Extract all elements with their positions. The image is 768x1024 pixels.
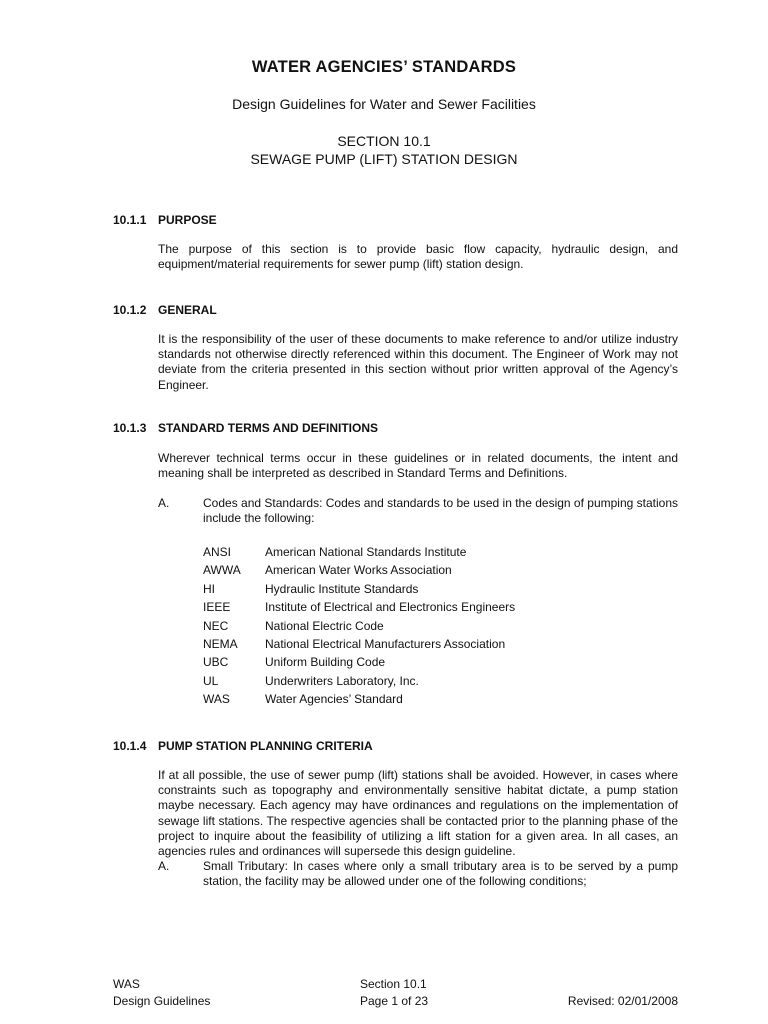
small-tributary-letter: A. — [158, 859, 170, 873]
abbreviation-row — [203, 690, 515, 708]
general-title: GENERAL — [158, 303, 217, 317]
abbreviation-row — [203, 580, 515, 598]
section-number: SECTION 10.1 — [337, 133, 431, 149]
purpose-heading — [113, 213, 217, 227]
abbreviation-name: National Electrical Manufacturers Association — [265, 637, 506, 652]
abbreviation-code: NEC — [203, 618, 229, 633]
terms-number: 10.1.3 — [113, 421, 147, 435]
planning-title: PUMP STATION PLANNING CRITERIA — [158, 739, 373, 753]
terms-paragraph: Wherever technical terms occur in these guidelines or in related documents, the intent and meaning shall be interpreted as described in Standard Terms and Definitions. — [158, 451, 678, 481]
footer-right — [568, 993, 678, 1010]
general-number: 10.1.2 — [113, 303, 147, 317]
abbreviation-name: National Electric Code — [265, 618, 384, 633]
abbreviation-code: UBC — [203, 655, 229, 670]
abbreviation-list — [203, 543, 515, 709]
abbreviation-row — [203, 598, 515, 616]
general-heading — [113, 303, 217, 317]
abbreviation-name: Uniform Building Code — [265, 655, 386, 670]
abbreviation-code: AWWA — [203, 563, 241, 578]
abbreviation-row — [203, 653, 515, 671]
abbreviation-code: HI — [203, 581, 215, 596]
purpose-title: PURPOSE — [158, 213, 217, 227]
codes-standards-item — [158, 496, 678, 526]
abbreviation-code: NEMA — [203, 637, 238, 652]
abbreviation-name: Institute of Electrical and Electronics Engineers — [265, 600, 516, 615]
abbreviation-row — [203, 635, 515, 653]
planning-number: 10.1.4 — [113, 739, 147, 753]
footer-doc-name: Design Guidelines — [113, 994, 211, 1008]
abbreviation-row — [203, 672, 515, 690]
abbreviation-row — [203, 561, 515, 579]
abbreviation-code: UL — [203, 673, 219, 688]
footer-page-number: Page 1 of 23 — [360, 994, 429, 1008]
abbreviation-name: Water Agencies’ Standard — [265, 692, 403, 707]
abbreviation-code: WAS — [203, 692, 230, 707]
abbreviation-code: ANSI — [203, 545, 232, 559]
abbreviation-name: American National Standards Institute — [265, 545, 467, 559]
abbreviation-row — [203, 617, 515, 635]
footer-left — [113, 976, 210, 1010]
general-paragraph: It is the responsibility of the user of these documents to make reference to and/or utilize industry standards not otherwise directly referenced within this document. The Engineer of Work may not deviate from the criteria presented in this section without prior written approval of the Agency’s Engineer. — [158, 332, 678, 392]
footer-section: Section 10.1 — [360, 977, 427, 991]
planning-paragraph: If at all possible, the use of sewer pump (lift) stations shall be avoided. However, in cases where constraints such as topography and environmentally sensitive habitat dictate, a pump station maybe necessary. Each agency may have ordinances and regulations on the implementation of sewage lift stations. The respective agencies shall be contacted prior to the planning phase of the project to inquire about the feasibility of utilizing a lift station for a given area. In all cases, an agencies rules and ordinances will supersede this design guideline. — [158, 768, 678, 859]
footer-center — [360, 976, 428, 1010]
document-title: WATER AGENCIES’ STANDARDS — [251, 58, 517, 76]
footer-revised-date: Revised: 02/01/2008 — [567, 994, 678, 1008]
abbreviation-name: Hydraulic Institute Standards — [265, 581, 419, 596]
small-tributary-item — [158, 859, 678, 889]
abbreviation-name: American Water Works Association — [265, 563, 452, 578]
abbreviation-row — [203, 543, 515, 561]
purpose-number: 10.1.1 — [113, 213, 147, 227]
small-tributary-text: Small Tributary: In cases where only a small tributary area is to be served by a pump station, the facility may be allowed under one of the following conditions; — [203, 859, 678, 889]
planning-heading — [113, 739, 373, 753]
footer-org: WAS — [113, 977, 140, 991]
purpose-paragraph: The purpose of this section is to provide basic flow capacity, hydraulic design, and equipment/material requirements for sewer pump (lift) station design. — [158, 242, 678, 272]
terms-heading — [113, 421, 378, 435]
terms-title: STANDARD TERMS AND DEFINITIONS — [158, 421, 378, 435]
document-subtitle: Design Guidelines for Water and Sewer Facilities — [232, 96, 536, 112]
codes-standards-text: Codes and Standards: Codes and standards to be used in the design of pumping stations include the following: — [203, 496, 678, 526]
section-name: SEWAGE PUMP (LIFT) STATION DESIGN — [250, 151, 518, 167]
abbreviation-name: Underwriters Laboratory, Inc. — [265, 673, 419, 688]
abbreviation-code: IEEE — [203, 600, 231, 615]
codes-standards-letter: A. — [158, 496, 170, 510]
